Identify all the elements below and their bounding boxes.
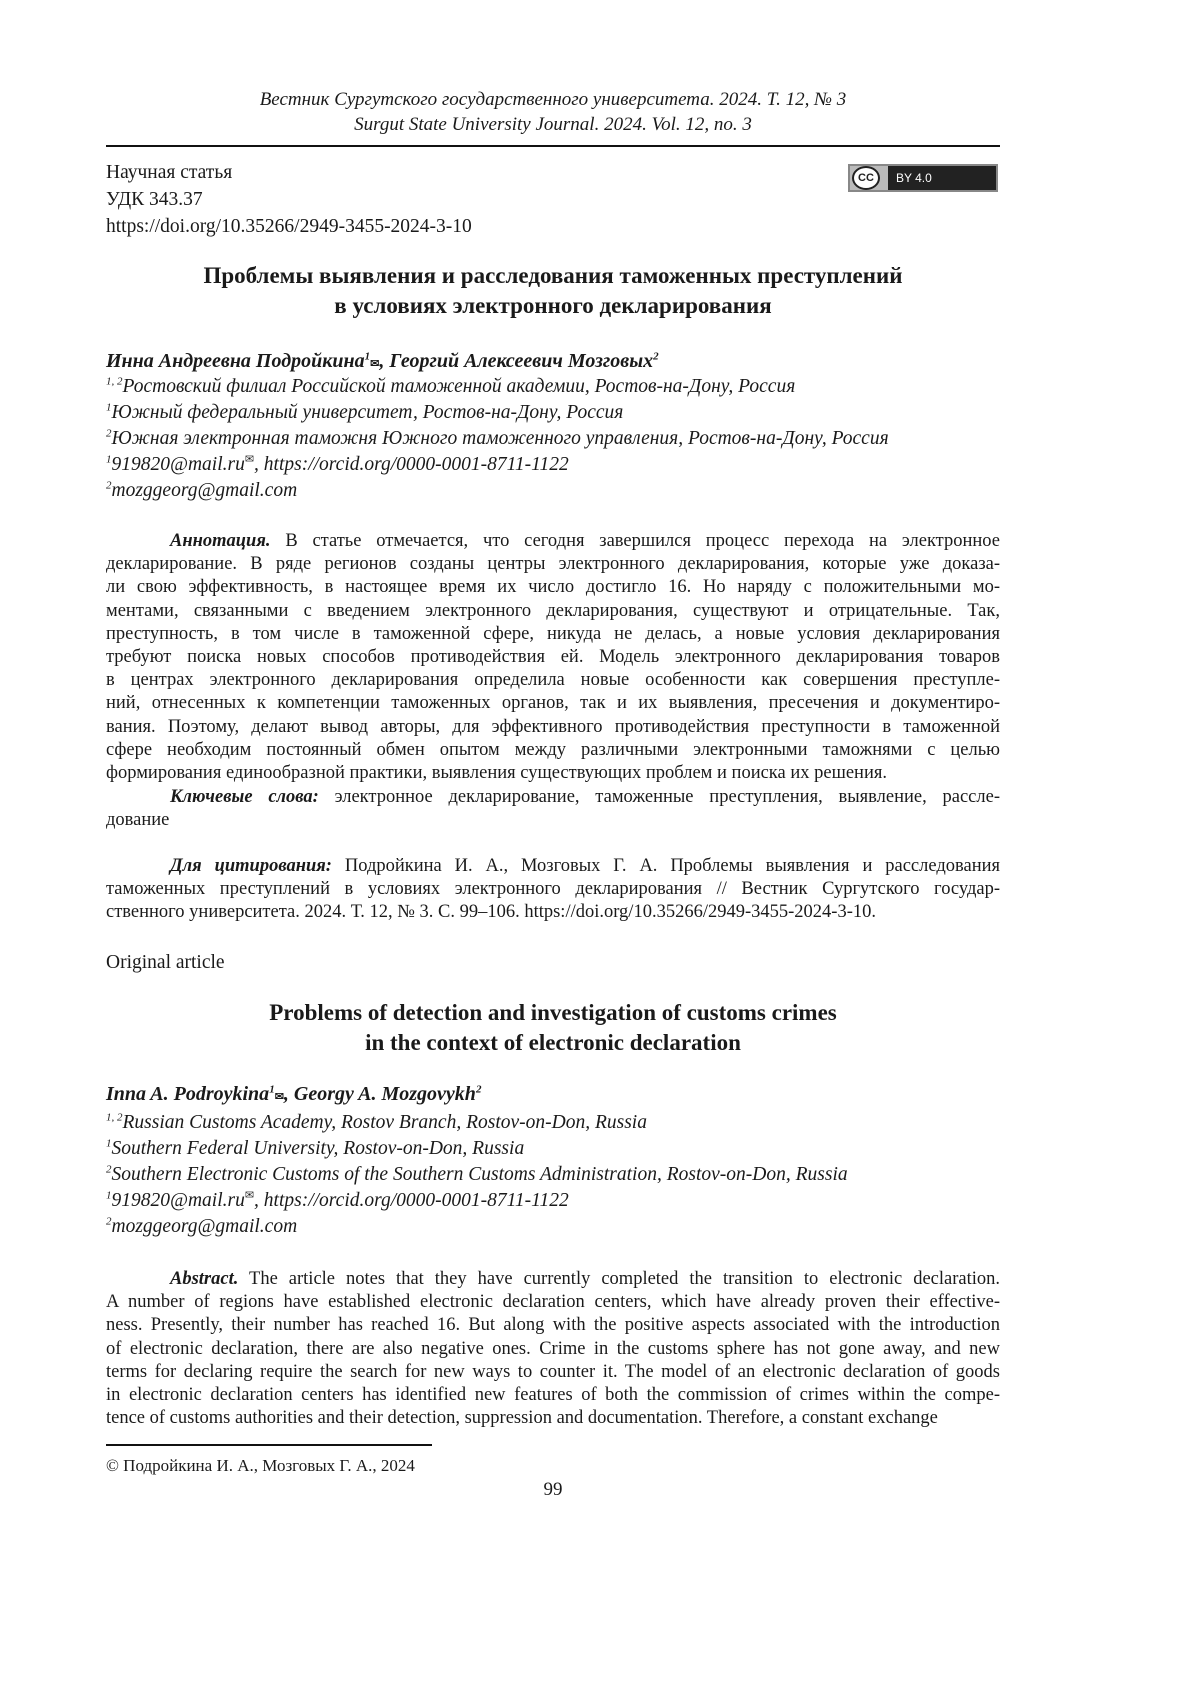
aff-text: Южный федеральный университет, Ростов-на-Дону, Россия xyxy=(112,402,624,423)
line-text: дование xyxy=(106,810,169,830)
contact-en xyxy=(106,1189,1000,1213)
line-text: преступность, в том числе в таможенной сфере, никуда не делась, а новые условия декларирования xyxy=(106,624,1000,644)
text-line xyxy=(106,877,1000,901)
text-line xyxy=(170,1267,1000,1291)
aff-sup: 2 xyxy=(106,1164,112,1176)
line-text: электронное декларирование, таможенные преступления, выявление, рассле- xyxy=(319,787,1000,807)
author-2-sup: 2 xyxy=(476,1083,482,1095)
envelope-icon: ✉ xyxy=(245,1190,254,1202)
line-text: ний, отнесенных к компетенции таможенных органов, так и их выявления, пресечения и документиро- xyxy=(106,693,1000,713)
envelope-icon: ✉ xyxy=(245,454,254,466)
aff-text: Southern Federal University, Rostov-on-Don, Russia xyxy=(112,1138,525,1159)
article-type-en: Original article xyxy=(106,951,1000,975)
page-number: 99 xyxy=(106,1478,1000,1502)
affiliation-ru xyxy=(106,427,1000,451)
aff-sup: 2 xyxy=(106,428,112,440)
text-line xyxy=(106,715,1000,739)
section-label: Ключевые слова: xyxy=(170,787,319,807)
authors-ru: Инна Андреевна Подройкина1✉, Георгий Алексеевич Мозговых2 xyxy=(106,349,1000,376)
author-1-sup: 1 xyxy=(269,1083,275,1095)
line-text: terms for declaring require the search for new ways to counter it. The model of an electronic declaration of goods xyxy=(106,1362,1000,1382)
title-en-line2: in the context of electronic declaration xyxy=(106,1028,1000,1058)
aff-sup: 1 xyxy=(106,454,112,466)
aff-sup: 1, 2 xyxy=(106,376,123,388)
text-line xyxy=(106,900,1000,924)
text-line xyxy=(106,645,1000,669)
author-2: Георгий Алексеевич Мозговых xyxy=(389,350,653,372)
journal-header-en: Surgut State University Journal. 2024. Vol. 12, no. 3 xyxy=(106,113,1000,137)
text-line xyxy=(170,529,1000,553)
line-text: in electronic declaration centers has identified new features of both the commission of crimes within the compe- xyxy=(106,1385,1000,1405)
line-text: таможенных преступлений в условиях электронного декларирования // Вестник Сургутского государ- xyxy=(106,879,1000,899)
orcid-link[interactable]: , https://orcid.org/0000-0001-8711-1122 xyxy=(254,454,569,475)
line-text: ментами, связанными с введением электронного декларирования, существуют и отрицательные. Так, xyxy=(106,601,1000,621)
license-label: BY 4.0 xyxy=(896,171,932,185)
line-text: требуют поиска новых способов противодействия ей. Модель электронного декларирования товаров xyxy=(106,647,1000,667)
contact-ru xyxy=(106,479,1000,503)
header-rule xyxy=(106,145,1000,147)
title-ru-line2: в условиях электронного декларирования xyxy=(106,291,1000,321)
envelope-icon: ✉ xyxy=(370,358,379,370)
text-line xyxy=(106,575,1000,599)
line-text: ственного университета. 2024. Т. 12, № 3. С. 99–106. https://doi.org/10.35266/2949-3455-2024-3-10. xyxy=(106,902,876,922)
text-line xyxy=(106,552,1000,576)
text-line xyxy=(170,785,1000,809)
line-text: декларирование. В ряде регионов созданы центры электронного декларирования, которые уже доказа- xyxy=(106,554,1000,574)
text-line xyxy=(106,1290,1000,1314)
authors-en: Inna A. Podroykina1✉, Georgy A. Mozgovykh2 xyxy=(106,1082,1000,1109)
text-line xyxy=(106,761,1000,785)
author-2: Georgy A. Mozgovykh xyxy=(294,1083,476,1105)
text-line xyxy=(106,1383,1000,1407)
line-text: of electronic declaration, there are also negative ones. Crime in the customs sphere has not gone away, and new xyxy=(106,1339,1000,1359)
doi-link[interactable]: https://doi.org/10.35266/2949-3455-2024-3-10 xyxy=(106,215,1000,239)
email-link[interactable]: mozggeorg@gmail.com xyxy=(112,1216,298,1237)
text-line xyxy=(106,738,1000,762)
author-2-sup: 2 xyxy=(653,350,659,362)
text-line xyxy=(106,668,1000,692)
text-line xyxy=(106,1360,1000,1384)
author-1: Инна Андреевна Подройкина xyxy=(106,350,365,372)
text-line xyxy=(106,1337,1000,1361)
cc-license-badge[interactable] xyxy=(848,164,998,192)
text-line xyxy=(170,854,1000,878)
affiliation-en xyxy=(106,1111,1000,1135)
aff-sup: 2 xyxy=(106,480,112,492)
line-text: ли свою эффективность, в настоящее время их число достигло 16. Но наряду с положительными мо- xyxy=(106,577,1000,597)
line-text: tence of customs authorities and their detection, suppression and documentation. Therefore, a constant exchange xyxy=(106,1408,938,1428)
affiliation-en xyxy=(106,1137,1000,1161)
email-link[interactable]: mozggeorg@gmail.com xyxy=(112,480,298,501)
line-text: формирования единообразной практики, выявления существующих проблем и поиска их решения. xyxy=(106,763,887,783)
aff-sup: 1 xyxy=(106,402,112,414)
contact-ru xyxy=(106,453,1000,477)
line-text: вания. Поэтому, делают вывод авторы, для эффективного противодействия преступности в таможенной xyxy=(106,717,1000,737)
article-type: Научная статья xyxy=(106,161,1000,185)
line-text: The article notes that they have currently completed the transition to electronic declaration. xyxy=(238,1269,1000,1289)
email-link[interactable]: 919820@mail.ru xyxy=(112,1190,245,1211)
aff-sup: 1 xyxy=(106,1138,112,1150)
line-text: ness. Presently, their number has reached 16. But along with the positive aspects associated with the introduction xyxy=(106,1315,1000,1335)
affiliation-ru xyxy=(106,375,1000,399)
orcid-link[interactable]: , https://orcid.org/0000-0001-8711-1122 xyxy=(254,1190,569,1211)
line-text: в центрах электронного декларирования определила новые особенности как совершения преступле- xyxy=(106,670,1000,690)
aff-text: Southern Electronic Customs of the Southern Customs Administration, Rostov-on-Don, Russia xyxy=(112,1164,848,1185)
line-text: Подройкина И. А., Мозговых Г. А. Проблемы выявления и расследования xyxy=(332,856,1000,876)
footnote-rule xyxy=(106,1444,432,1446)
line-text: A number of regions have established electronic declaration centers, which have already proven their effective- xyxy=(106,1292,1000,1312)
text-line xyxy=(106,808,1000,832)
aff-sup: 2 xyxy=(106,1216,112,1228)
udc: УДК 343.37 xyxy=(106,188,1000,212)
cc-icon: CC xyxy=(852,166,880,190)
aff-text: Южная электронная таможня Южного таможенного управления, Ростов-на-Дону, Россия xyxy=(112,428,889,449)
affiliation-ru xyxy=(106,401,1000,425)
text-line xyxy=(106,599,1000,623)
section-label: Аннотация. xyxy=(170,531,271,551)
line-text: В статье отмечается, что сегодня завершился процесс перехода на электронное xyxy=(271,531,1000,551)
text-line xyxy=(106,622,1000,646)
author-1: Inna A. Podroykina xyxy=(106,1083,269,1105)
email-link[interactable]: 919820@mail.ru xyxy=(112,454,245,475)
text-line xyxy=(106,1406,1000,1430)
journal-header-ru: Вестник Сургутского государственного университета. 2024. Т. 12, № 3 xyxy=(106,88,1000,112)
envelope-icon: ✉ xyxy=(275,1091,284,1103)
aff-text: Ростовский филиал Российской таможенной академии, Ростов-на-Дону, Россия xyxy=(123,376,796,397)
section-label: Abstract. xyxy=(170,1269,238,1289)
title-en-line1: Problems of detection and investigation of customs crimes xyxy=(106,998,1000,1028)
aff-sup: 1, 2 xyxy=(106,1112,123,1124)
aff-sup: 1 xyxy=(106,1190,112,1202)
text-line xyxy=(106,1313,1000,1337)
title-ru-line1: Проблемы выявления и расследования таможенных преступлений xyxy=(106,261,1000,291)
text-line xyxy=(106,691,1000,715)
section-label: Для цитирования: xyxy=(170,856,332,876)
author-1-sup: 1 xyxy=(365,350,371,362)
line-text: сфере необходим постоянный обмен опытом между различными электронными таможнями с целью xyxy=(106,740,1000,760)
copyright: © Подройкина И. А., Мозговых Г. А., 2024 xyxy=(106,1454,1000,1478)
contact-en xyxy=(106,1215,1000,1239)
aff-text: Russian Customs Academy, Rostov Branch, Rostov-on-Don, Russia xyxy=(123,1112,647,1133)
affiliation-en xyxy=(106,1163,1000,1187)
